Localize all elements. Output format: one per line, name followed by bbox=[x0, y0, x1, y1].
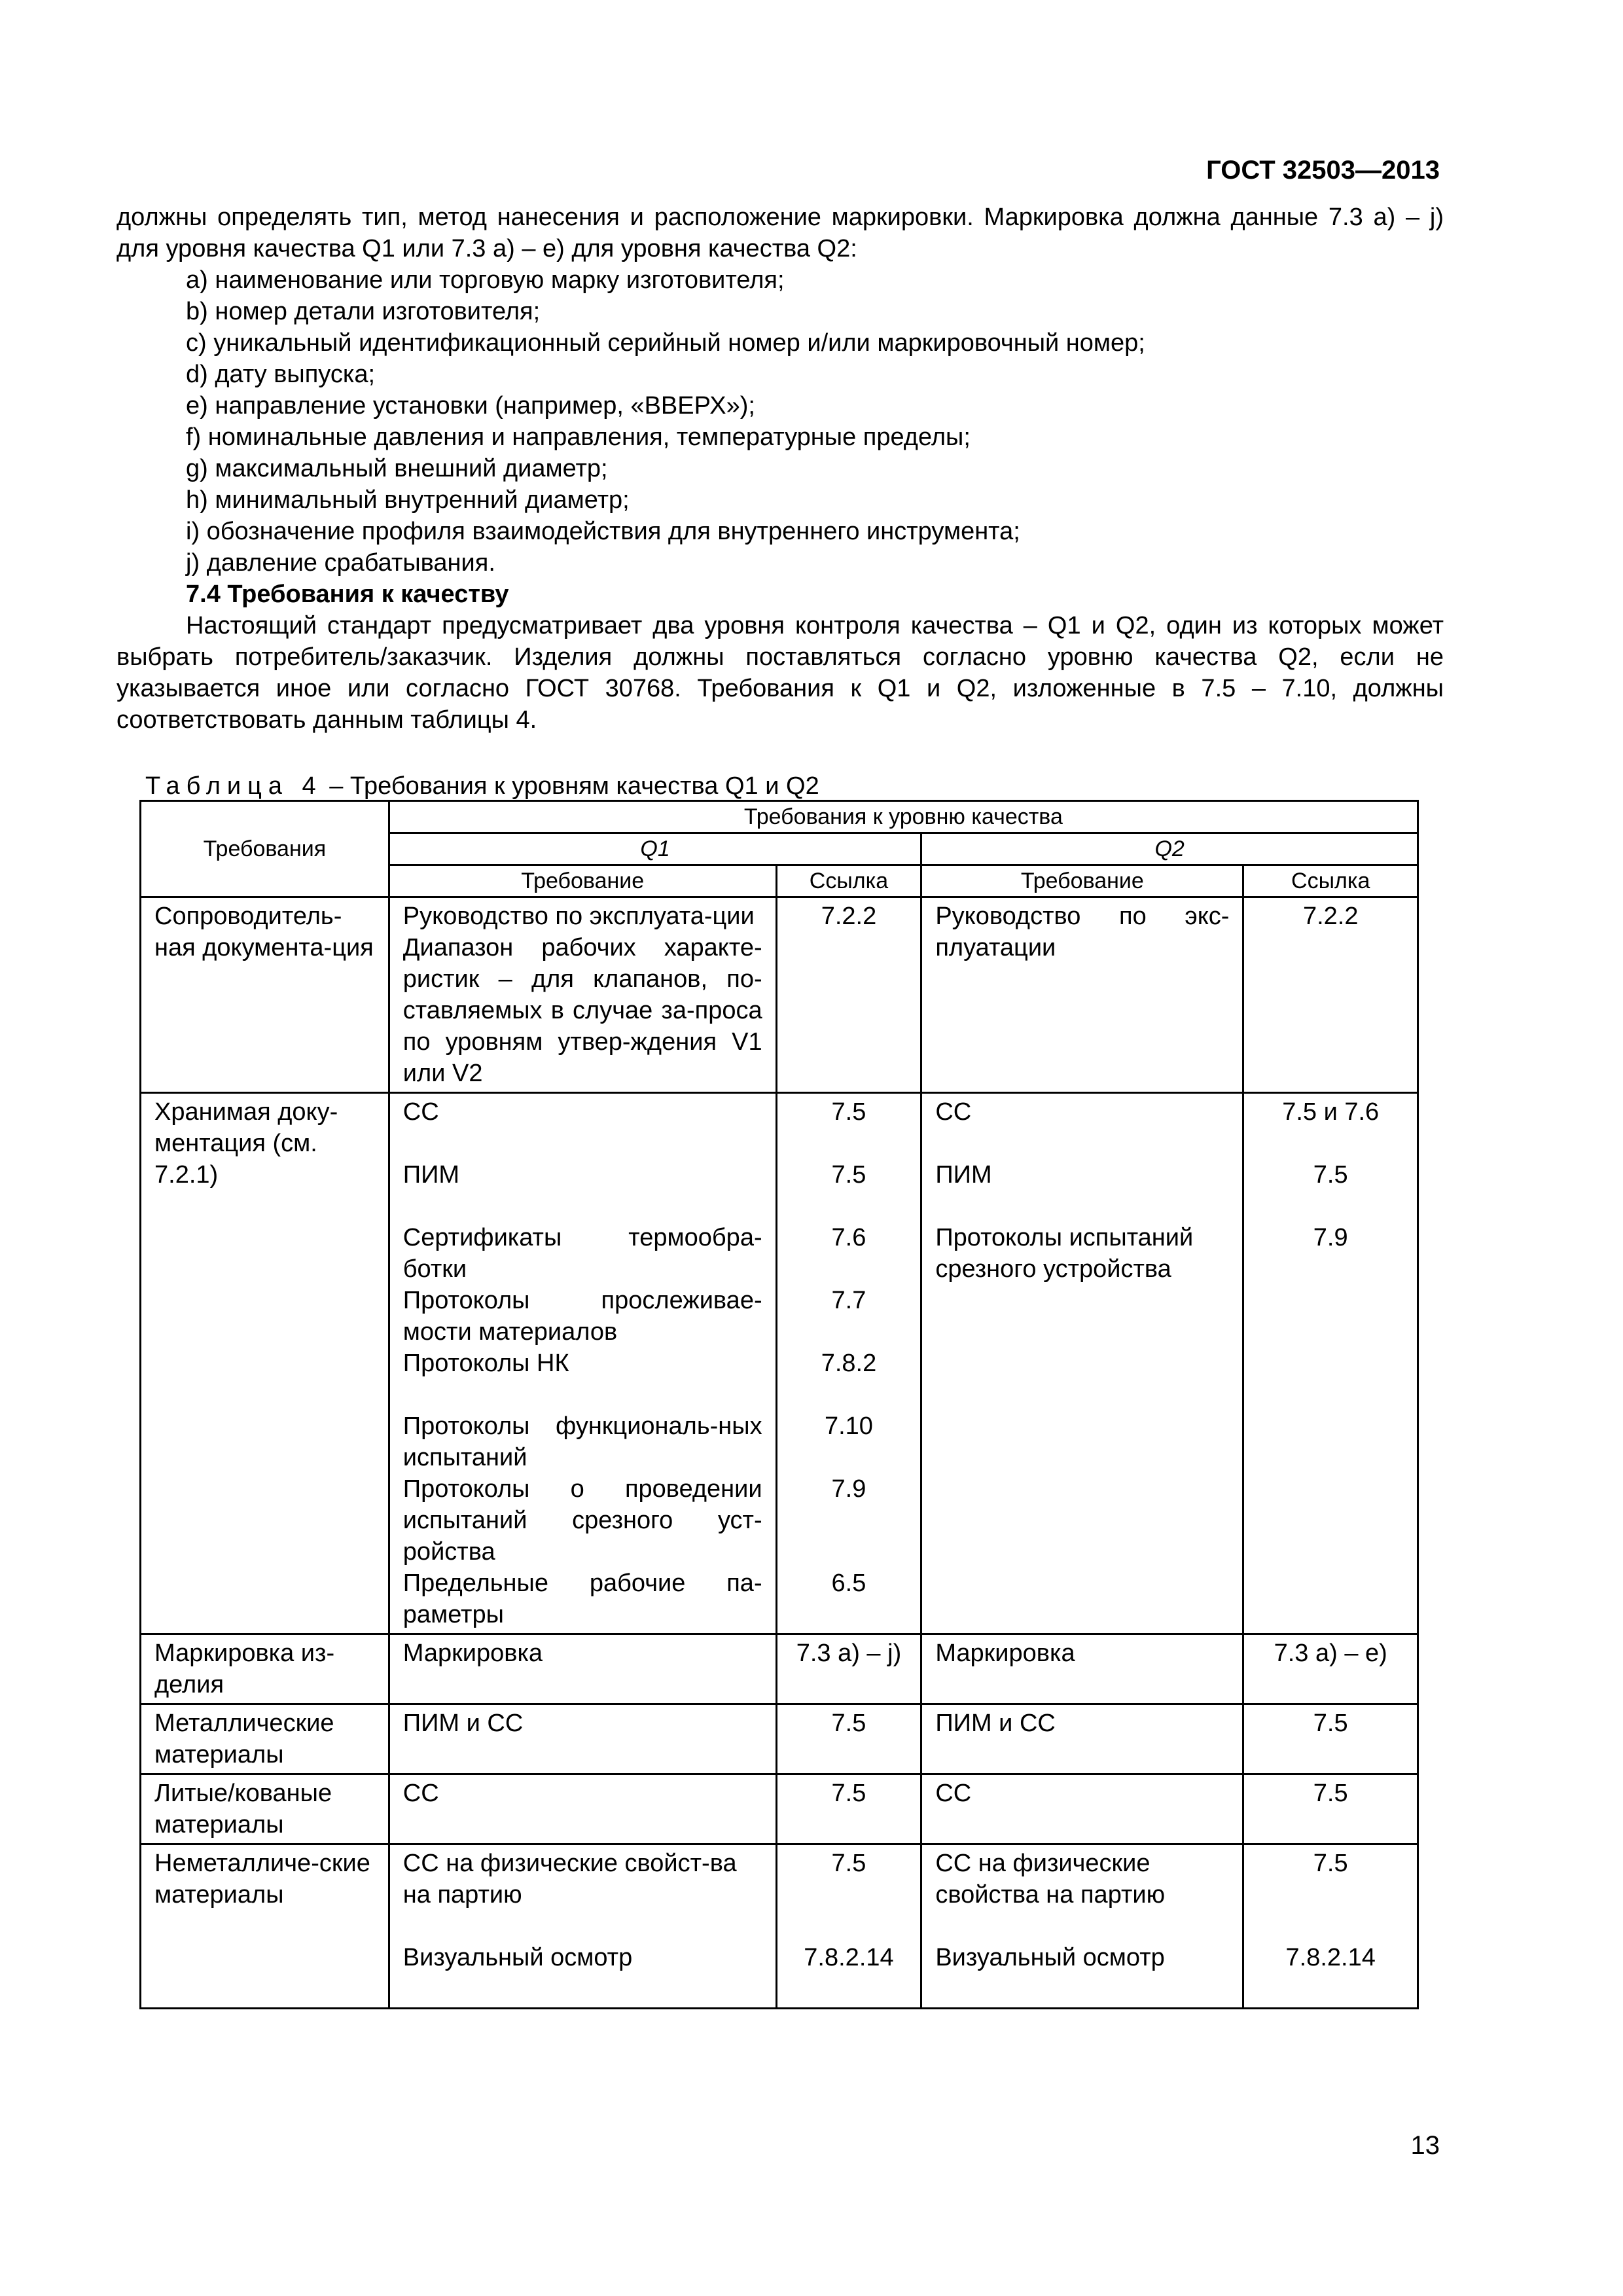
q2-requirement-cell bbox=[921, 897, 1243, 1093]
q2-requirement-cell bbox=[921, 1093, 1243, 1634]
header-q1: Q1 bbox=[389, 833, 921, 865]
section-title: 7.4 Требования к качеству bbox=[186, 581, 509, 608]
q1-reference: 7.6 bbox=[831, 1224, 866, 1251]
q1-reference-cell bbox=[776, 897, 921, 1093]
q1-reference: 7.8.2 bbox=[821, 1350, 877, 1377]
table-row bbox=[141, 1704, 1418, 1774]
q1-requirement-cell bbox=[389, 1093, 776, 1634]
row-name: Хранимая доку-ментация (см. 7.2.1) bbox=[141, 1093, 389, 1634]
q1-requirement: Сертификаты термообра-ботки bbox=[402, 1224, 762, 1283]
q2-reference-cell bbox=[1243, 1093, 1418, 1634]
q2-requirement: СС bbox=[935, 1098, 972, 1126]
header-q2: Q2 bbox=[921, 833, 1418, 865]
row-name: Маркировка из-делия bbox=[141, 1634, 389, 1704]
q2-requirement: ПИМ bbox=[935, 1161, 992, 1189]
q1-requirement: ПИМ bbox=[402, 1161, 460, 1189]
q1-requirement-cell bbox=[389, 897, 776, 1093]
marking-items-list bbox=[116, 264, 1444, 579]
q2-reference: 7.5 bbox=[1313, 1850, 1348, 1877]
q1-reference-cell bbox=[776, 1844, 921, 2009]
page-number: 13 bbox=[1410, 2131, 1440, 2160]
q2-requirement-cell bbox=[921, 1844, 1243, 2009]
q1-reference: 6.5 bbox=[831, 1570, 866, 1597]
q1-requirement: Протоколы НК bbox=[402, 1350, 569, 1377]
q2-requirement: СС на физические свойства на партию bbox=[935, 1850, 1166, 1909]
q1-requirement-cell bbox=[389, 1844, 776, 2009]
list-item: c) уникальный идентификационный серийный номер и/или маркировочный номер; bbox=[186, 329, 1145, 357]
q2-reference: 7.5 bbox=[1243, 1774, 1418, 1844]
q1-reference: 7.5 bbox=[831, 1850, 866, 1877]
body-text bbox=[116, 202, 1444, 736]
table-row bbox=[141, 1774, 1418, 1844]
row-name: Металлические материалы bbox=[141, 1704, 389, 1774]
q2-reference: 7.5 bbox=[1243, 1704, 1418, 1774]
paragraph-marking-intro: должны определять тип, метод нанесения и расположение маркировки. Маркировка должна данные 7.3 а) – j) для уровня качества Q1 или 7.3 а) – е) для уровня качества Q2: bbox=[116, 204, 1444, 262]
document-header: ГОСТ 32503—2013 bbox=[1206, 156, 1440, 185]
q2-reference: 7.5 bbox=[1313, 1161, 1348, 1189]
header-requirements: Требования bbox=[141, 801, 389, 897]
list-item: f) номинальные давления и направления, температурные пределы; bbox=[186, 423, 971, 451]
list-item: g) максимальный внешний диаметр; bbox=[186, 455, 608, 482]
header-q1-reference: Ссылка bbox=[776, 865, 921, 897]
q2-requirement: Протоколы испытаний срезного устройства bbox=[935, 1224, 1194, 1283]
q1-reference: 7.10 bbox=[824, 1412, 873, 1440]
q1-reference: 7.5 bbox=[831, 1098, 866, 1126]
q2-reference: 7.3 а) – е) bbox=[1243, 1634, 1418, 1704]
table-row bbox=[141, 1093, 1418, 1634]
table-caption bbox=[145, 771, 819, 801]
q1-requirement: Протоколы о проведении испытаний срезного уст-ройства bbox=[402, 1475, 762, 1566]
row-name: Литые/кованые материалы bbox=[141, 1774, 389, 1844]
q1-reference: 7.3 а) – j) bbox=[776, 1634, 921, 1704]
table-caption-label: Таблица 4 bbox=[145, 772, 323, 800]
header-q2-reference: Ссылка bbox=[1243, 865, 1418, 897]
list-item: j) давление срабатывания. bbox=[186, 549, 495, 577]
quality-requirements-table bbox=[139, 800, 1419, 2009]
list-item: b) номер детали изготовителя; bbox=[186, 298, 541, 325]
paragraph-quality-levels: Настоящий стандарт предусматривает два уровня контроля качества – Q1 и Q2, один из которых может выбрать потребитель/заказчик. Изделия должны поставляться согласно уровню качества Q2, если не указывается иное или согласно ГОСТ 30768. Требования к Q1 и Q2, изложенные в 7.5 – 7.10, должны соответствовать данным таблицы 4. bbox=[116, 612, 1444, 734]
table-row bbox=[141, 1634, 1418, 1704]
q1-requirement: Диапазон рабочих характе-ристик – для клапанов, по-ставляемых в случае за-проса по уровням утвер-ждения V1 или V2 bbox=[402, 934, 762, 1087]
q2-reference-cell bbox=[1243, 1844, 1418, 2009]
q1-reference: 7.5 bbox=[776, 1774, 921, 1844]
q1-requirement: Визуальный осмотр bbox=[402, 1944, 633, 1971]
table-row bbox=[141, 1844, 1418, 2009]
q2-reference: 7.9 bbox=[1313, 1224, 1348, 1251]
q2-reference-cell bbox=[1243, 897, 1418, 1093]
q2-requirement: Маркировка bbox=[921, 1634, 1243, 1704]
list-item: d) дату выпуска; bbox=[186, 361, 376, 388]
q1-requirement: Руководство по эксплуата-ции bbox=[402, 903, 755, 930]
q1-reference: 7.5 bbox=[831, 1161, 866, 1189]
q1-reference: 7.8.2.14 bbox=[804, 1944, 894, 1971]
q1-reference: 7.2.2 bbox=[821, 903, 877, 930]
q1-requirement: Протоколы прослеживае-мости материалов bbox=[402, 1287, 762, 1346]
q2-requirement: Руководство по экс-плуатации bbox=[935, 903, 1230, 961]
q1-reference: 7.9 bbox=[831, 1475, 866, 1503]
q1-requirement: СС bbox=[402, 1098, 439, 1126]
q1-requirement: Предельные рабочие па-раметры bbox=[402, 1570, 762, 1628]
q1-requirement: Маркировка bbox=[389, 1634, 776, 1704]
q2-requirement: ПИМ и СС bbox=[921, 1704, 1243, 1774]
row-name: Сопроводитель-ная документа-ция bbox=[141, 897, 389, 1093]
q1-reference: 7.5 bbox=[776, 1704, 921, 1774]
header-level-requirements: Требования к уровню качества bbox=[389, 801, 1418, 833]
q2-reference: 7.2.2 bbox=[1302, 903, 1359, 930]
header-q2-requirement: Требование bbox=[921, 865, 1243, 897]
q2-reference: 7.8.2.14 bbox=[1285, 1944, 1376, 1971]
table-caption-text: – Требования к уровням качества Q1 и Q2 bbox=[322, 772, 819, 800]
list-item: e) направление установки (например, «ВВЕРХ»); bbox=[186, 392, 755, 420]
list-item: a) наименование или торговую марку изготовителя; bbox=[186, 266, 785, 294]
q1-requirement: ПИМ и СС bbox=[389, 1704, 776, 1774]
q2-requirement: Визуальный осмотр bbox=[935, 1944, 1165, 1971]
q2-requirement: СС bbox=[921, 1774, 1243, 1844]
q2-reference: 7.5 и 7.6 bbox=[1282, 1098, 1380, 1126]
q1-requirement: Протоколы функциональ-ных испытаний bbox=[402, 1412, 762, 1471]
q1-requirement: СС на физические свойст-ва на партию bbox=[402, 1850, 737, 1909]
list-item: h) минимальный внутренний диаметр; bbox=[186, 486, 630, 514]
q1-reference-cell bbox=[776, 1093, 921, 1634]
row-name: Неметалличе-ские материалы bbox=[141, 1844, 389, 2009]
table-row bbox=[141, 897, 1418, 1093]
q1-reference: 7.7 bbox=[831, 1287, 866, 1314]
header-q1-requirement: Требование bbox=[389, 865, 776, 897]
q1-requirement: СС bbox=[389, 1774, 776, 1844]
list-item: i) обозначение профиля взаимодействия для внутреннего инструмента; bbox=[186, 518, 1020, 545]
